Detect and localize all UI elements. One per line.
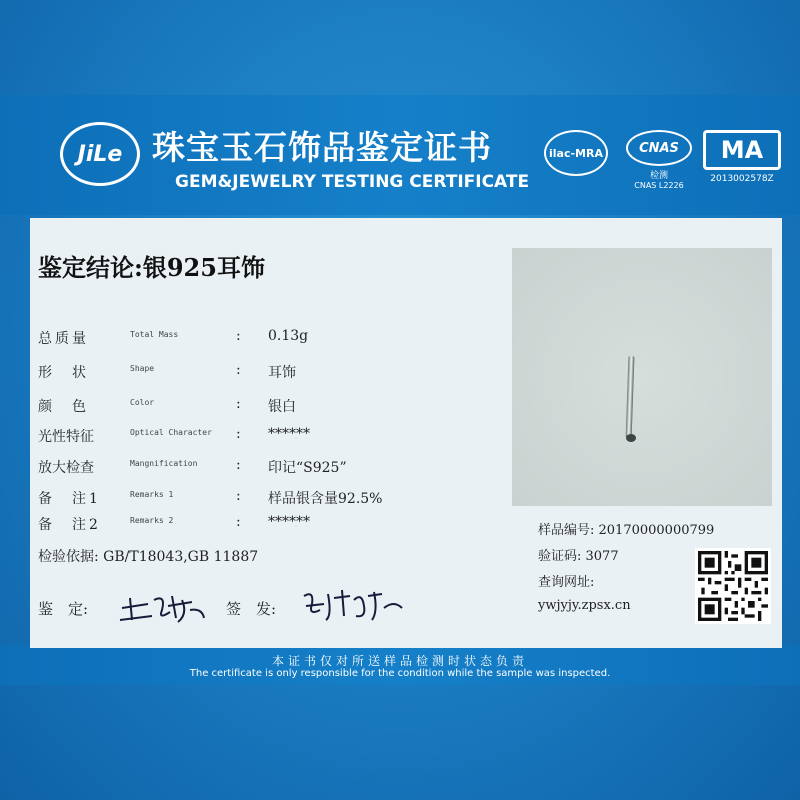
field-value: ******	[268, 514, 310, 530]
field-value: 银白	[268, 399, 296, 415]
field-label: 颜 色	[38, 399, 89, 415]
issuer-label: 签 发:	[226, 600, 277, 618]
field-label-en: Optical Character	[130, 428, 212, 437]
field-colon: :	[236, 362, 241, 378]
cnas-code: CNAS L2226	[634, 181, 684, 190]
title-english: GEM&JEWELRY TESTING CERTIFICATE	[175, 172, 530, 192]
ilac-mark: ilac-MRA	[544, 130, 608, 176]
signature-row	[38, 598, 458, 638]
field-label-en: Remarks 2	[130, 516, 174, 525]
cnas-mark: CNAS	[626, 130, 692, 166]
field-colon: :	[236, 328, 241, 344]
cma-code: 2013002578Z	[710, 174, 774, 184]
field-value: 印记“S925”	[268, 460, 347, 476]
qr-code[interactable]	[695, 548, 771, 624]
field-colon: :	[236, 514, 241, 530]
field-row	[38, 426, 508, 448]
appraiser-label: 鉴 定:	[38, 600, 89, 618]
issuer-signature	[298, 586, 408, 624]
title-chinese: 珠宝玉石饰品鉴定证书	[152, 128, 492, 167]
query-url-link[interactable]: ywjyjy.zpsx.cn	[538, 598, 631, 613]
cma-badge	[700, 130, 784, 184]
field-row	[38, 457, 508, 479]
earring-image	[512, 248, 772, 506]
field-colon: :	[236, 457, 241, 473]
certificate-header	[0, 100, 800, 210]
field-colon: :	[236, 426, 241, 442]
field-row	[38, 328, 508, 350]
field-label: 放大检查	[38, 460, 94, 476]
field-value: 样品银含量92.5%	[268, 491, 383, 507]
field-label: 备 注2	[38, 517, 101, 533]
query-url-label: 查询网址:	[538, 575, 595, 590]
qr-code-icon	[698, 551, 768, 621]
field-value: 0.13g	[268, 328, 309, 344]
sample-photo	[512, 248, 772, 506]
sample-number: 样品编号: 20170000000799	[538, 523, 715, 538]
cnas-sub-label: 检测	[649, 171, 668, 181]
field-value: 耳饰	[268, 365, 296, 381]
field-colon: :	[236, 488, 241, 504]
testing-basis: 检验依据: GB/T18043,GB 11887	[38, 549, 259, 565]
field-label-en: Total Mass	[130, 330, 179, 339]
cnas-badge	[622, 130, 696, 190]
field-label: 总质量	[38, 331, 89, 347]
field-row	[38, 396, 508, 418]
field-label: 备 注1	[38, 491, 101, 507]
field-label-en: Color	[130, 398, 155, 407]
field-label: 光性特征	[38, 429, 94, 445]
field-label-en: Remarks 1	[130, 490, 174, 499]
field-colon: :	[236, 396, 241, 412]
field-row	[38, 488, 508, 510]
footer-disclaimer-en: The certificate is only responsible for the condition while the sample was inspected.	[189, 668, 611, 679]
sample-info	[538, 518, 714, 596]
ilac-badge	[540, 130, 612, 176]
field-label-en: Mangnification	[130, 459, 198, 468]
verification-code: 验证码: 3077	[538, 549, 619, 564]
field-value: ******	[268, 426, 310, 442]
footer-disclaimer-cn: 本证书仅对所送样品检测时状态负责	[271, 654, 528, 668]
cma-mark: MA	[703, 130, 781, 170]
appraiser-signature	[118, 590, 208, 624]
field-row	[38, 362, 508, 384]
field-label-en: Shape	[130, 364, 155, 373]
field-label: 形 状	[38, 365, 89, 381]
jile-logo: JiLe	[60, 122, 140, 186]
field-row	[38, 514, 508, 536]
conclusion: 鉴定结论:银925耳饰	[38, 253, 265, 282]
